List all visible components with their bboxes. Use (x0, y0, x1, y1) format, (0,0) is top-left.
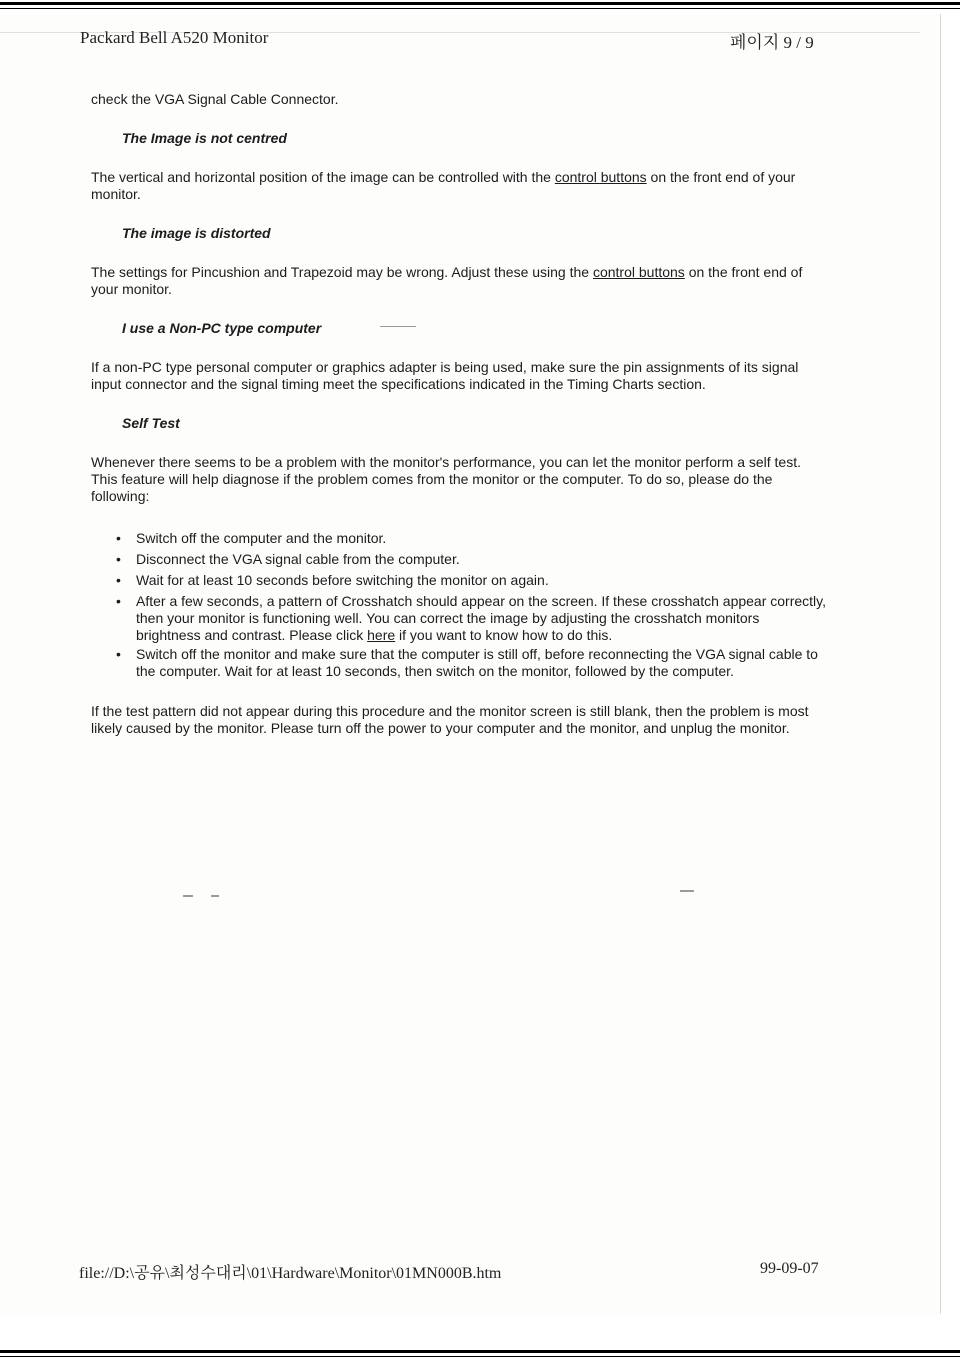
document-body (91, 91, 826, 737)
section-heading: I use a Non-PC type computer (122, 320, 322, 336)
footer-date: 99-09-07 (760, 1260, 819, 1277)
scan-artifact (380, 326, 416, 327)
control-buttons-link[interactable]: control buttons (592, 264, 685, 280)
section-text: If a non-PC type personal computer or graphics adapter is being used, make sure the pin assignments of its signal input connector and the signal timing meet the specifications indicated in the Timing Charts section. (91, 359, 799, 392)
here-link[interactable]: here (367, 627, 396, 643)
section-heading: The Image is not centred (122, 130, 287, 146)
section-heading: Self Test (122, 415, 180, 431)
top-border-rule (0, 2, 960, 9)
page-header-title: Packard Bell A520 Monitor (80, 28, 269, 47)
list-item: • Wait for at least 10 seconds before switching the monitor on again. (136, 572, 826, 589)
intro-text: check the VGA Signal Cable Connector. (91, 91, 339, 107)
page-number: 페이지 9 / 9 (730, 33, 814, 52)
list-item: • Disconnect the VGA signal cable from the computer. (136, 551, 826, 568)
self-test-steps (91, 530, 826, 680)
section-text: The vertical and horizontal position of the image can be controlled with the control buttons on the front end of your monitor. (91, 169, 796, 202)
list-item: • After a few seconds, a pattern of Crosshatch should appear on the screen. If these crosshatch appear correctly, then your monitor is functioning well. You can correct the image by adjusting the crosshatch monitors brightness and contrast. Please click here if you want to know how to do this. (136, 593, 826, 644)
page-edge (940, 14, 941, 1314)
scan-artifact (211, 895, 219, 897)
section-text: The settings for Pincushion and Trapezoid may be wrong. Adjust these using the control buttons on the front end of your monitor. (91, 264, 803, 297)
closing-text: If the test pattern did not appear during this procedure and the monitor screen is still blank, then the problem is most likely caused by the monitor. Please turn off the power to your computer and the monitor, and unplug the monitor. (91, 703, 809, 736)
bottom-border-rule (0, 1350, 960, 1357)
list-item: • Switch off the monitor and make sure that the computer is still off, before reconnecting the VGA signal cable to the computer. Wait for at least 10 seconds, then switch on the monitor, followed by the computer. (136, 646, 826, 680)
section-heading: The image is distorted (122, 225, 271, 241)
footer-file-path: file://D:\공유\최성수대리\01\Hardware\Monitor\01MN000B.htm (79, 1265, 502, 1282)
control-buttons-link[interactable]: control buttons (554, 169, 647, 185)
scan-artifact (680, 890, 694, 892)
list-item: • Switch off the computer and the monitor. (136, 530, 826, 547)
section-text: Whenever there seems to be a problem with the monitor's performance, you can let the monitor perform a self test. This feature will help diagnose if the problem comes from the monitor or the computer. To do so, please do the following: (91, 454, 802, 504)
scan-artifact (183, 895, 193, 897)
